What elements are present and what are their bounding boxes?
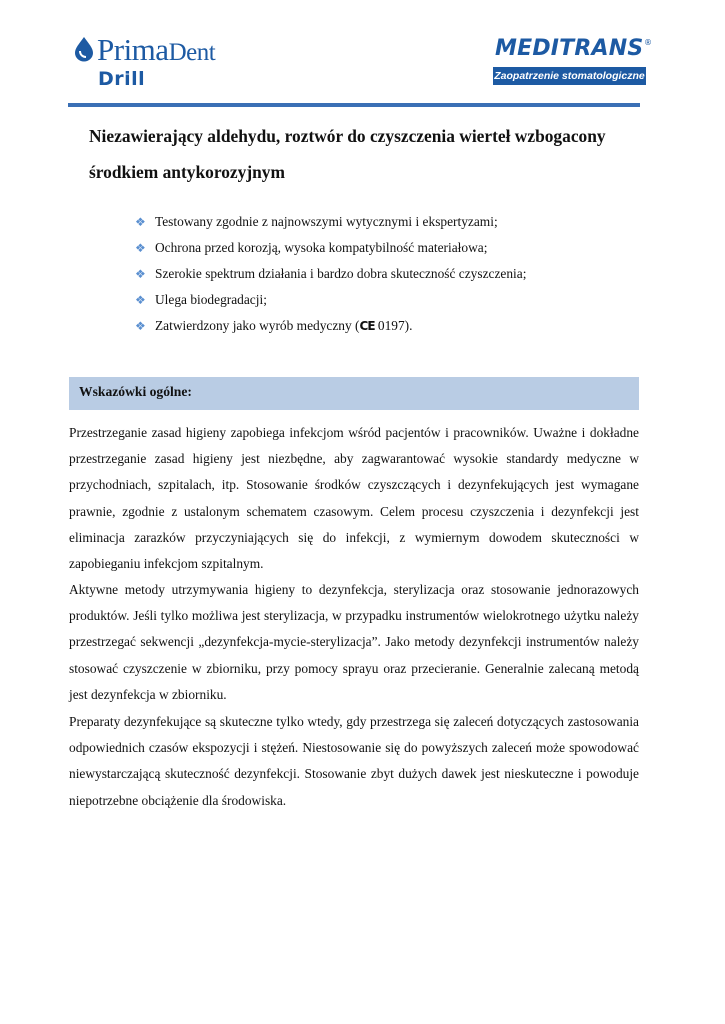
water-drop-icon xyxy=(74,36,94,62)
meditrans-tagline: Zaopatrzenie stomatologiczne xyxy=(493,67,646,85)
logo-brand-dent: Dent xyxy=(168,39,216,66)
list-item-text-before: Zatwierdzony jako wyrób medyczny ( xyxy=(155,318,360,333)
list-item-text: Ochrona przed korozją, wysoka kompatybilność materiałowa; xyxy=(155,240,488,255)
diamond-bullet-icon: ❖ xyxy=(135,319,146,333)
meditrans-logo xyxy=(490,38,652,88)
list-item xyxy=(135,314,526,340)
section-heading: Wskazówki ogólne: xyxy=(79,384,192,399)
paragraph: Przestrzeganie zasad higieny zapobiega infekcjom wśród pacjentów i pracowników. Uważne i dokładne przestrzeganie zasad higieny jest niezbędne, aby zagwarantować wysokie standardy medyczne w przychodniach, szpitalach, itp. Stosowanie środków czyszczących i dezynfekujących jest wymagane prawnie, zgodnie z ustalonym schematem czasowym. Celem procesu czyszczenia i dezynfekcji jest eliminacja zarazków przyczyniających się do infekcji, z wymiernym dowodem skuteczności w zapobieganiu infekcjom szpitalnym. xyxy=(69,425,639,572)
feature-list xyxy=(135,210,526,340)
document-title: Niezawierający aldehydu, roztwór do czyszczenia wierteł wzbogacony środkiem antykorozyjnym xyxy=(89,126,606,182)
list-item-text: Szerokie spektrum działania i bardzo dobra skuteczność czyszczenia; xyxy=(155,266,527,281)
paragraph: Aktywne metody utrzymywania higieny to dezynfekcja, sterylizacja oraz stosowanie jednorazowych produktów. Jeśli tylko możliwa jest sterylizacja, w przypadku instrumentów wielokrotnego użytku należy przestrzegać sekwencji „dezynfekcja-mycie-sterylizacja”. Jako metody dezynfekcji instrumentów należy stosować czyszczenie w zbiorniku, przy pomocy sprayu oraz przecieranie. Generalnie zalecaną metodą jest dezynfekcja w zbiorniku. xyxy=(69,582,639,702)
list-item xyxy=(135,262,526,288)
section-heading-bar xyxy=(69,377,639,410)
diamond-bullet-icon: ❖ xyxy=(135,267,146,281)
list-item xyxy=(135,236,526,262)
diamond-bullet-icon: ❖ xyxy=(135,241,146,255)
logo-subtitle: Drill xyxy=(98,68,146,90)
paragraph: Preparaty dezynfekujące są skuteczne tylko wtedy, gdy przestrzega się zaleceń dotyczących zastosowania odpowiednich czasów ekspozycji i stężeń. Niestosowanie się do powyższych zaleceń może spowodować niewystarczającą skuteczność dezynfekcji. Stosowanie zbyt dużych dawek jest nieskuteczne i powoduje niepotrzebne obciążenie dla środowiska. xyxy=(69,714,639,808)
meditrans-brand: MEDITRANS xyxy=(495,36,644,61)
list-item xyxy=(135,288,526,314)
diamond-bullet-icon: ❖ xyxy=(135,293,146,307)
logo-brand-prima: Prima xyxy=(97,32,169,67)
list-item-text: Testowany zgodnie z najnowszymi wytycznymi i ekspertyzami; xyxy=(155,214,498,229)
list-item xyxy=(135,210,526,236)
registered-mark: ® xyxy=(644,38,652,47)
diamond-bullet-icon: ❖ xyxy=(135,215,146,229)
list-item-text-after: 0197). xyxy=(374,318,413,333)
ce-mark: CE xyxy=(359,319,375,333)
logo-brand-text xyxy=(97,32,215,68)
list-item-text: Ulega biodegradacji; xyxy=(155,292,267,307)
primadent-drill-logo xyxy=(74,34,244,94)
header-divider xyxy=(68,103,640,107)
